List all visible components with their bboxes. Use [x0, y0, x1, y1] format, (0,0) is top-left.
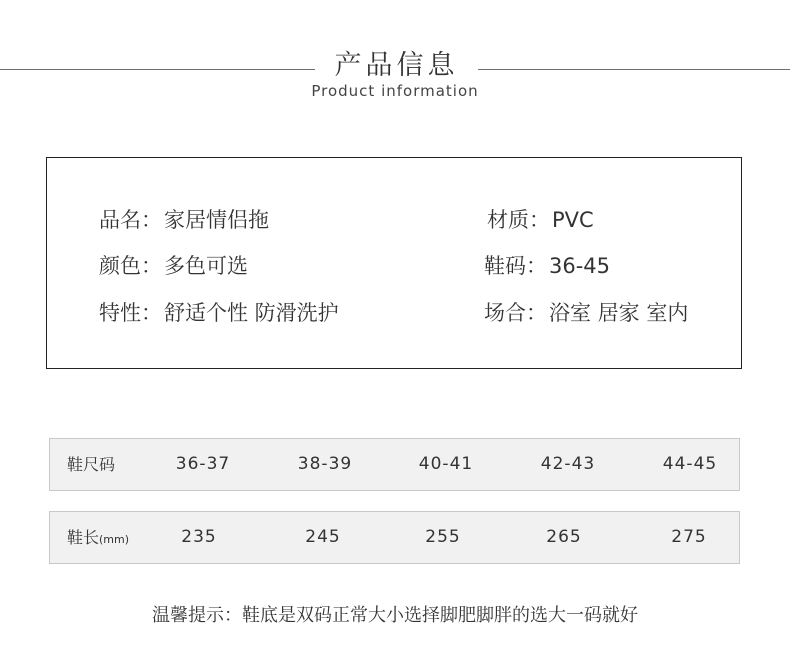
- size-table-row: [49, 438, 740, 491]
- info-key-name: 品名：: [99, 208, 162, 232]
- info-key-color: 颜色：: [99, 254, 162, 278]
- header-rule-right: [478, 69, 790, 70]
- size-cell: 40-41: [418, 454, 474, 474]
- size-row-label: 鞋尺码: [67, 455, 116, 474]
- info-key-material: 材质：: [487, 208, 550, 232]
- info-value-size: 36-45: [549, 254, 611, 278]
- info-row-name: [99, 204, 269, 234]
- info-value-feature: 舒适个性 防滑洗护: [164, 301, 339, 325]
- info-row-material: [487, 204, 594, 234]
- length-cell: 235: [181, 527, 217, 547]
- length-cell: 275: [671, 527, 707, 547]
- length-label-text: 鞋长: [67, 528, 100, 547]
- length-cell: 255: [425, 527, 461, 547]
- product-info-box: [46, 157, 742, 369]
- size-cell: 38-39: [297, 454, 353, 474]
- header-rule-left: [0, 69, 315, 70]
- info-value-occasion: 浴室 居家 室内: [549, 301, 689, 325]
- length-unit: (mm): [99, 533, 130, 546]
- length-cell: 245: [305, 527, 341, 547]
- info-key-size: 鞋码：: [484, 254, 547, 278]
- info-row-size: [484, 250, 610, 280]
- length-row-label: [67, 512, 129, 565]
- size-cell: 36-37: [175, 454, 231, 474]
- length-table-row: [49, 511, 740, 564]
- info-row-occasion: [484, 297, 688, 327]
- size-cell: 42-43: [540, 454, 596, 474]
- info-key-feature: 特性：: [99, 301, 162, 325]
- info-key-occasion: 场合：: [484, 301, 547, 325]
- info-value-name: 家居情侣拖: [164, 208, 269, 232]
- info-row-feature: [99, 297, 339, 327]
- tip-note: 温馨提示：鞋底是双码正常大小选择脚肥脚胖的选大一码就好: [152, 605, 638, 626]
- info-row-color: [99, 250, 248, 280]
- length-cell: 265: [546, 527, 582, 547]
- page-subtitle: Product information: [311, 82, 479, 100]
- size-cell: 44-45: [662, 454, 718, 474]
- info-value-color: 多色可选: [164, 254, 248, 278]
- page-title: 产品信息: [334, 50, 459, 81]
- info-value-material: PVC: [552, 208, 594, 232]
